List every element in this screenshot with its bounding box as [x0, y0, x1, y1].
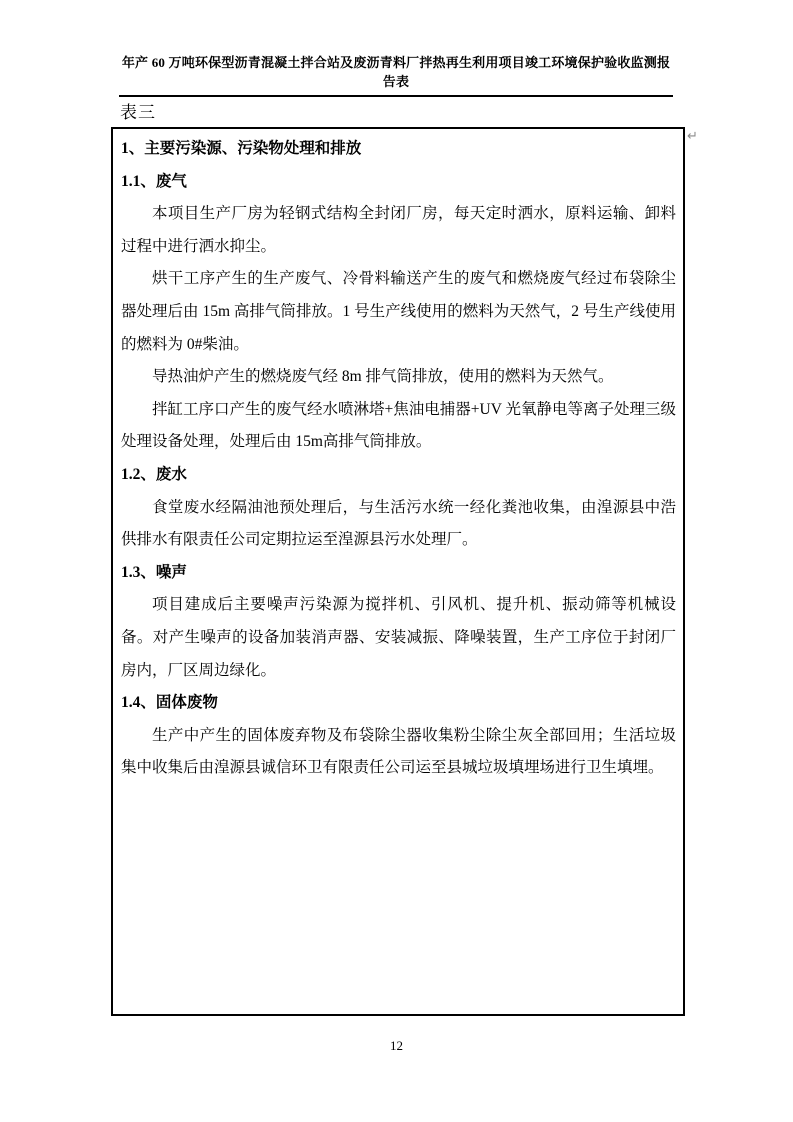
main-heading-pollution-sources: 1、主要污染源、污染物处理和排放	[121, 140, 362, 157]
document-header-title: 年产 60 万吨环保型沥青混凝土拌合站及废沥青料厂拌热再生利用项目竣工环境保护验收监测报告表	[119, 52, 673, 97]
paragraph-noise-sources-and-control: 项目建成后主要噪声污染源为搅拌机、引风机、提升机、振动筛等机械设备。对产生噪声的设备加装消声器、安装减振、降噪装置，生产工序位于封闭厂房内，厂区周边绿化。	[121, 596, 676, 679]
page-number: 12	[390, 1038, 403, 1053]
paragraph-solid-waste-disposal: 生产中产生的固体废弃物及布袋除尘器收集粉尘除尘灰全部回用；生活垃圾集中收集后由湟源县诚信环卫有限责任公司运至县城垃圾填埋场进行卫生填埋。	[121, 726, 676, 777]
section-heading-solid-waste: 1.4、固体废物	[121, 694, 218, 712]
paragraph-workshop-dust-control: 本项目生产厂房为轻钢式结构全封闭厂房，每天定时洒水，原料运输、卸料过程中进行洒水抑尘。	[121, 205, 676, 255]
table-three-content-box	[111, 127, 685, 1016]
word-line-break-mark-icon: ↵	[687, 129, 698, 144]
section-heading-waste-gas: 1.1、废气	[121, 172, 187, 190]
paragraph-heat-oil-furnace-exhaust: 导热油炉产生的燃烧废气经 8m 排气筒排放，使用的燃料为天然气。	[152, 368, 614, 386]
section-heading-noise: 1.3、噪声	[121, 563, 187, 581]
table-three-label: 表三	[120, 103, 156, 122]
paragraph-mixing-tank-exhaust: 拌缸工序口产生的废气经水喷淋塔+焦油电捕器+UV 光氧静电等离子处理三级处理设备处理，处理后由 15m高排气筒排放。	[121, 400, 676, 451]
paragraph-drying-process-exhaust: 烘干工序产生的生产废气、冷骨料输送产生的废气和燃烧废气经过布袋除尘器处理后由 15m 高排气筒排放。1 号生产线使用的燃料为天然气，2 号生产线使用的燃料为 0#柴油。	[121, 270, 676, 353]
paragraph-canteen-wastewater: 食堂废水经隔油池预处理后，与生活污水统一经化粪池收集，由湟源县中浩供排水有限责任公司定期拉运至湟源县污水处理厂。	[121, 498, 676, 549]
section-heading-waste-water: 1.2、废水	[121, 465, 187, 483]
